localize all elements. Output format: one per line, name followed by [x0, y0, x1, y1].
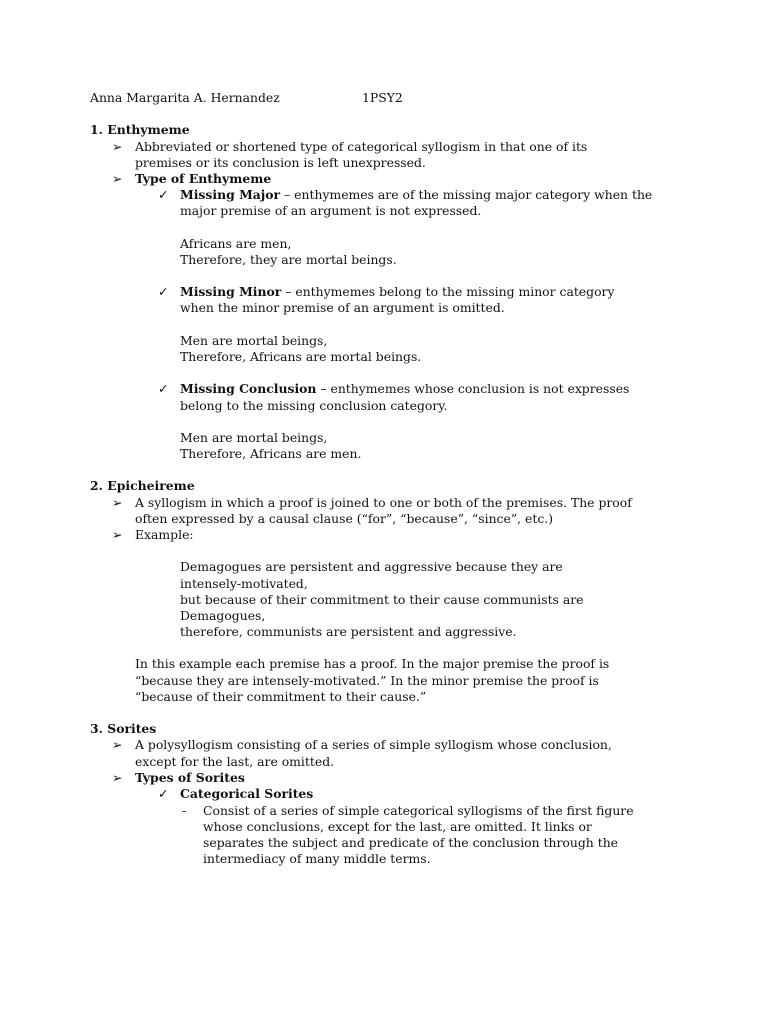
missing-conclusion-line-2: belong to the missing conclusion category.	[180, 398, 448, 413]
subheading-type-of-enthymeme: Type of Enthymeme	[135, 171, 272, 186]
arrow-bullet-icon: ➢	[112, 527, 123, 542]
example-line: Demagogues are persistent and aggressive because they are	[180, 559, 563, 574]
missing-major-line	[180, 187, 652, 203]
checkmark-bullet-icon: ✓	[158, 786, 169, 801]
example-line: intensely-motivated,	[180, 576, 308, 591]
definition-line: A syllogism in which a proof is joined to one or both of the premises. The proof	[135, 495, 632, 510]
subheading-types-of-sorites: Types of Sorites	[135, 770, 245, 785]
arrow-bullet-icon: ➢	[112, 139, 123, 154]
example-label: Example:	[135, 527, 194, 542]
example-line: Men are mortal beings,	[180, 430, 328, 445]
example-line: therefore, communists are persistent and aggressive.	[180, 624, 517, 639]
section-heading-epicheireme: 2. Epicheireme	[90, 478, 195, 493]
missing-minor-line	[180, 284, 614, 300]
categorical-sorites-description: separates the subject and predicate of the conclusion through the	[203, 835, 619, 850]
section-heading-sorites: 3. Sorites	[90, 721, 157, 736]
missing-conclusion-line	[180, 381, 629, 397]
class-code: 1PSY2	[362, 90, 403, 105]
definition-line: premises or its conclusion is left unexpressed.	[135, 155, 426, 170]
definition-line: Abbreviated or shortened type of categorical syllogism in that one of its	[135, 139, 588, 154]
example-line: Demagogues,	[180, 608, 266, 623]
author-name: Anna Margarita A. Hernandez	[90, 90, 280, 105]
missing-minor-definition: – enthymemes belong to the missing minor category	[281, 284, 615, 299]
explanation-line: “because they are intensely-motivated.” In the minor premise the proof is	[135, 673, 599, 688]
categorical-sorites-description: intermediacy of many middle terms.	[203, 851, 431, 866]
example-line: Therefore, Africans are men.	[180, 446, 362, 461]
example-line: but because of their commitment to their cause communists are	[180, 592, 584, 607]
explanation-line: In this example each premise has a proof. In the major premise the proof is	[135, 656, 610, 671]
missing-major-definition: – enthymemes are of the missing major category when the	[280, 187, 653, 202]
section-heading-enthymeme: 1. Enthymeme	[90, 122, 190, 137]
missing-conclusion-definition: – enthymemes whose conclusion is not expresses	[316, 381, 630, 396]
categorical-sorites-description: Consist of a series of simple categorical syllogisms of the first figure	[203, 803, 634, 818]
checkmark-bullet-icon: ✓	[158, 187, 169, 202]
definition-line: except for the last, are omitted.	[135, 754, 335, 769]
missing-minor-term: Missing Minor	[180, 284, 282, 299]
example-line: Men are mortal beings,	[180, 333, 328, 348]
arrow-bullet-icon: ➢	[112, 495, 123, 510]
example-line: Therefore, they are mortal beings.	[180, 252, 397, 267]
checkmark-bullet-icon: ✓	[158, 284, 169, 299]
example-line: Therefore, Africans are mortal beings.	[180, 349, 422, 364]
missing-minor-line-2: when the minor premise of an argument is omitted.	[180, 300, 505, 315]
definition-line: A polysyllogism consisting of a series of simple syllogism whose conclusion,	[135, 737, 612, 752]
checkmark-bullet-icon: ✓	[158, 381, 169, 396]
missing-conclusion-term: Missing Conclusion	[180, 381, 317, 396]
missing-major-line-2: major premise of an argument is not expressed.	[180, 203, 482, 218]
definition-line: often expressed by a causal clause (“for”, “because”, “since”, etc.)	[135, 511, 554, 526]
categorical-sorites-term: Categorical Sorites	[180, 786, 314, 801]
missing-major-term: Missing Major	[180, 187, 281, 202]
categorical-sorites-description: whose conclusions, except for the last, are omitted. It links or	[203, 819, 592, 834]
arrow-bullet-icon: ➢	[112, 737, 123, 752]
example-line: Africans are men,	[180, 236, 292, 251]
explanation-line: “because of their commitment to their cause.”	[135, 689, 427, 704]
arrow-bullet-icon: ➢	[112, 171, 123, 186]
dash-bullet-icon: -	[182, 803, 187, 818]
arrow-bullet-icon: ➢	[112, 770, 123, 785]
